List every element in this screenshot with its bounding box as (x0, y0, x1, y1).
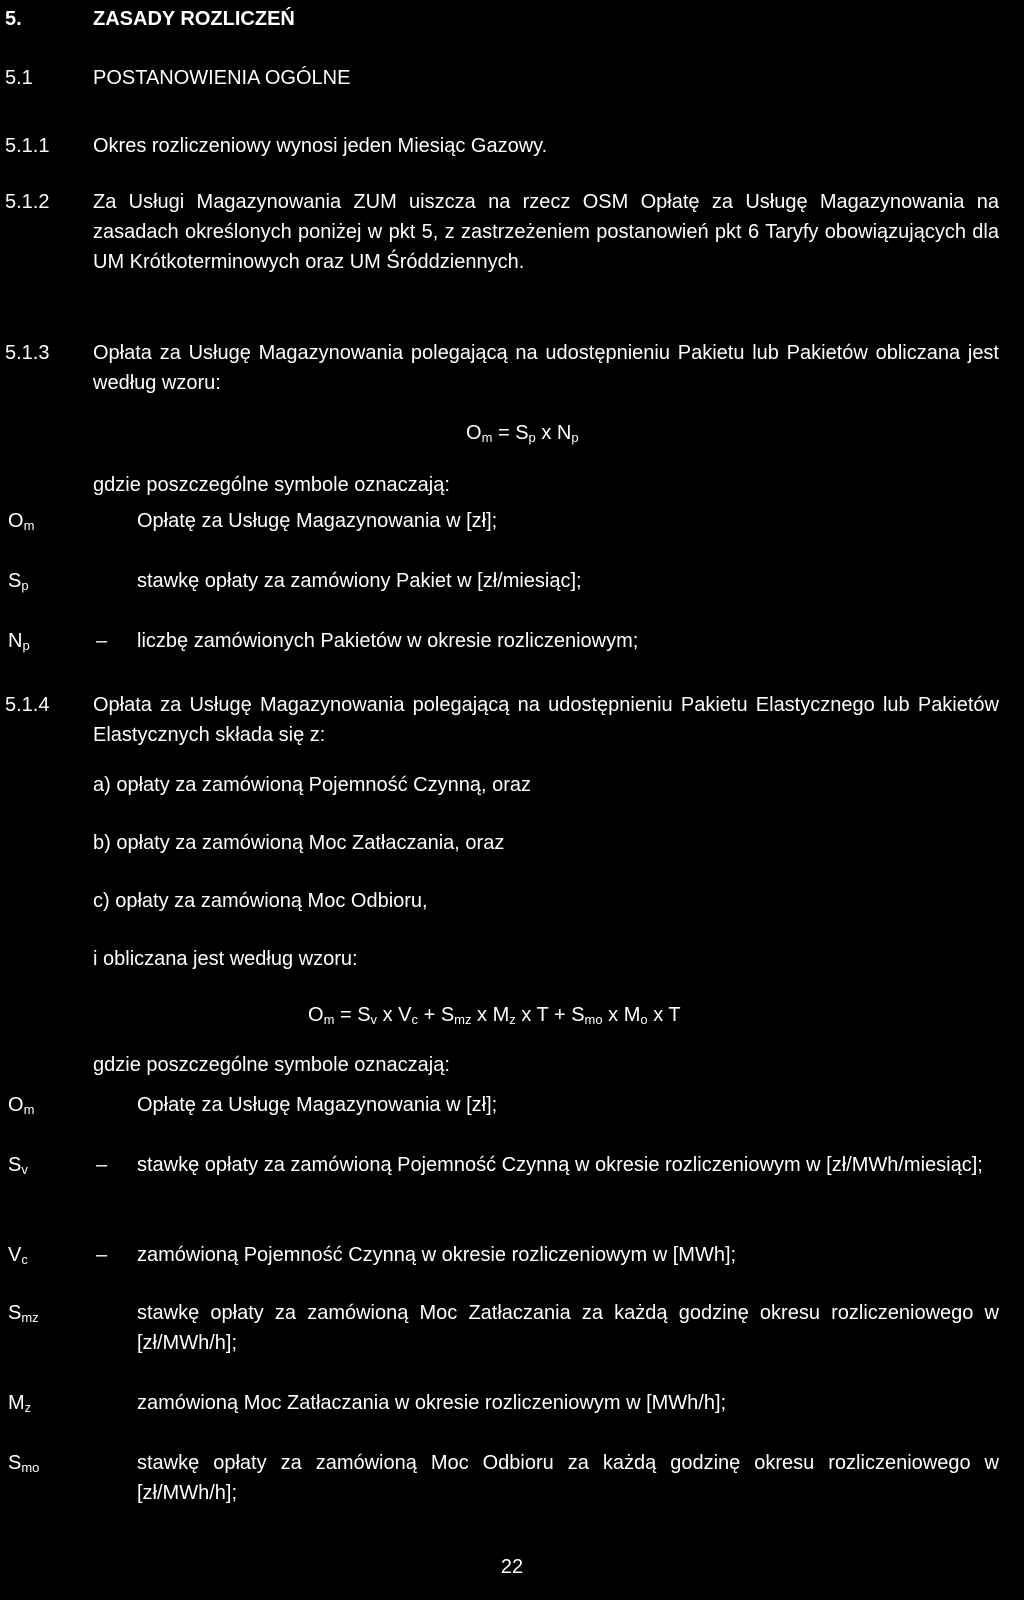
symbol: $S_{mz}$ (8, 1302, 39, 1325)
page-number: 22 (500, 1556, 524, 1578)
clause-text-5-1-2: Za Usługi Magazynowania ZUM uiszcza na rzecz OSM Opłatę za Usługę Magazynowania na zasadach określonych poniżej w pkt 5, z zastrzeżeniem postanowień pkt 6 Taryfy obowiązujących dla UM Krótkoterminowych oraz UM Śróddziennych. (93, 191, 999, 273)
where-label-5-1-4: gdzie poszczególne symbole oznaczają: (93, 1054, 450, 1076)
symbol: $S_v$ (8, 1154, 28, 1177)
clause-text-5-1-3: Opłata za Usługę Magazynowania polegającą na udostępnieniu Pakietu lub Pakietów obliczana jest według wzoru: (93, 342, 999, 394)
dash: – (96, 630, 108, 652)
definition-text: liczbę zamówionych Pakietów w okresie rozliczeniowym; (137, 630, 639, 652)
definition-text: stawkę opłaty za zamówioną Moc Zatłaczania za każdą godzinę okresu rozliczeniowego w [zł/MWh/h]; (137, 1302, 999, 1354)
section-title: ZASADY ROZLICZEŃ (93, 8, 295, 30)
dash: – (96, 1154, 108, 1176)
clause-number-5-1-3: 5.1.3 (5, 342, 50, 364)
symbol: $N_p$ (8, 630, 30, 653)
symbol: $O_m$ (8, 510, 35, 533)
clause-number-5-1-1: 5.1.1 (5, 135, 50, 157)
clause-text-5-1-4: Opłata za Usługę Magazynowania polegającą na udostępnieniu Pakietu Elastycznego lub Pakietów Elastycznych składa się z: (93, 694, 999, 746)
calc-label: i obliczana jest według wzoru: (93, 948, 358, 970)
subsection-number: 5.1 (5, 67, 33, 89)
symbol: $S_p$ (8, 570, 29, 593)
definition-text: Opłatę za Usługę Magazynowania w [zł]; (137, 1094, 498, 1116)
symbol: $S_{mo}$ (8, 1452, 40, 1475)
clause-number-5-1-4: 5.1.4 (5, 694, 50, 716)
symbol: $M_z$ (8, 1392, 32, 1415)
section-number: 5. (5, 8, 22, 30)
symbol: $O_m$ (8, 1094, 35, 1117)
definition-text: stawkę opłaty za zamówiony Pakiet w [zł/miesiąc]; (137, 570, 582, 592)
list-item: c) opłaty za zamówioną Moc Odbioru, (93, 890, 428, 912)
formula-pakiet: $O_m = S_p$ x $N_p$ (466, 422, 579, 445)
definition-text: zamówioną Pojemność Czynną w okresie rozliczeniowym w [MWh]; (137, 1244, 737, 1266)
clause-text-5-1-1: Okres rozliczeniowy wynosi jeden Miesiąc Gazowy. (93, 135, 548, 157)
definition-text: stawkę opłaty za zamówioną Pojemność Czynną w okresie rozliczeniowym w [zł/MWh/miesiąc]; (137, 1154, 983, 1176)
clause-number-5-1-2: 5.1.2 (5, 191, 50, 213)
subsection-title: POSTANOWIENIA OGÓLNE (93, 67, 351, 89)
definition-text: stawkę opłaty za zamówioną Moc Odbioru za każdą godzinę okresu rozliczeniowego w [zł/MWh/h]; (137, 1452, 999, 1504)
list-item: b) opłaty za zamówioną Moc Zatłaczania, oraz (93, 832, 505, 854)
formula-elastic: $O_m = S_v$ x $V_c + S_{mz}$ x $M_z$ x $T + S_{mo}$ x $M_o$ x T (308, 1004, 681, 1027)
where-label-5-1-3: gdzie poszczególne symbole oznaczają: (93, 474, 450, 496)
symbol: $V_c$ (8, 1244, 28, 1267)
list-item: a) opłaty za zamówioną Pojemność Czynną, oraz (93, 774, 532, 796)
definition-text: zamówioną Moc Zatłaczania w okresie rozliczeniowym w [MWh/h]; (137, 1392, 727, 1414)
definition-text: Opłatę za Usługę Magazynowania w [zł]; (137, 510, 498, 532)
dash: – (96, 1244, 108, 1266)
